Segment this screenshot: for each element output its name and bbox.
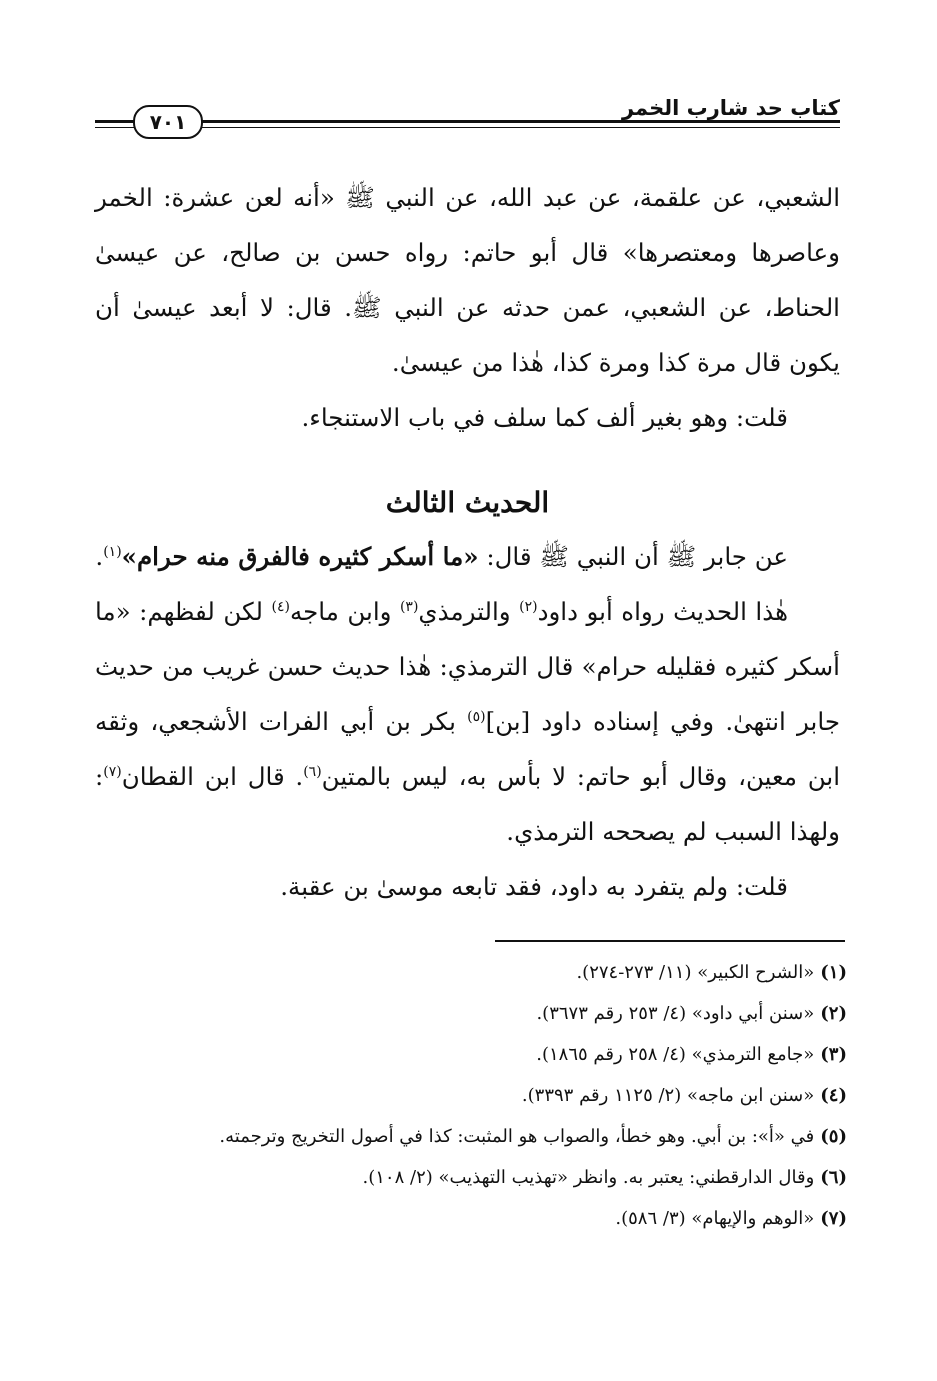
p4-s1: هٰذا الحديث رواه أبو داود [537,597,788,626]
section-heading: الحديث الثالث [385,486,550,519]
p3-end: . [95,542,104,571]
header-rule-thick [95,120,840,123]
page-header [95,96,840,144]
p4-s7: : ولهذا السبب لم يصححه الترمذي. [95,762,840,846]
footnote-ref-3[interactable]: (٣) [399,598,419,615]
footnote-number: (٢) [820,1003,847,1024]
footnote-ref-4[interactable]: (٤) [271,598,290,615]
footnote-text: «سنن أبي داود» (٤/ ٢٥٣ رقم ٣٦٧٣). [536,1003,815,1024]
p4-s4: لكن لفظهم: «ما أسكر كثيره فقليله حرام» قال الترمذي: هٰذا حديث حسن غريب من حديث جابر انتهىٰ. وفي إسناده داود [بن] [95,597,840,736]
footnote-text: وقال الدارقطني: يعتبر به. وانظر «تهذيب التهذيب» (٢/ ١٠٨). [362,1167,815,1188]
footnotes [95,952,847,1239]
main-text [95,170,840,914]
footnote-ref-5[interactable]: (٥) [467,708,486,725]
footnote-number: (٥) [820,1126,847,1147]
footnote-item [95,1075,847,1116]
p4-s6: . قال ابن القطان [121,762,304,791]
paragraph-3 [95,529,840,584]
p4-s5: بكر بن أبي الفرات الأشجعي، وثقه ابن معين، وقال أبو حاتم: لا بأس به، ليس بالمتين [95,707,840,791]
p4-s3: وابن ماجه [289,597,400,626]
p4-s2: والترمذي [418,597,520,626]
paragraph-2: قلت: وهو بغير ألف كما سلف في باب الاستنجاء. [301,403,788,432]
footnote-number: (٤) [820,1085,847,1106]
footnote-item [95,1157,847,1198]
paragraph-1: الشعبي، عن علقمة، عن عبد الله، عن النبي ﷺ «أنه لعن عشرة: الخمر وعاصرها ومعتصرها» قال أبو حاتم: رواه حسن بن صالح، عن عيسىٰ الحناط، عن الشعبي، عمن حدثه عن النبي ﷺ. قال: لا أبعد عيسىٰ أن يكون قال مرة كذا ومرة كذا، هٰذا من عيسىٰ. [95,183,840,377]
running-title: كتاب حد شارب الخمر [621,96,840,120]
footnote-item [95,952,847,993]
footnote-item [95,1034,847,1075]
p3-lead: عن جابر ﷺ أن النبي ﷺ قال: [478,542,788,571]
footnote-item [95,1198,847,1239]
footnote-ref-7[interactable]: (٧) [103,763,122,780]
paragraph-5: قلت: ولم يتفرد به داود، فقد تابعه موسىٰ بن عقبة. [280,872,788,901]
paragraph-4 [95,584,840,859]
footnote-text: «سنن ابن ماجه» (٢/ ١١٢٥ رقم ٣٣٩٣). [521,1085,815,1106]
footnote-number: (١) [820,962,847,983]
footnote-item [95,993,847,1034]
page-number: ٧٠١ [133,105,203,139]
footnote-number: (٦) [820,1167,847,1188]
footnote-number: (٣) [820,1044,847,1065]
footnote-ref-6[interactable]: (٦) [303,763,322,780]
footnote-ref-2[interactable]: (٢) [519,598,538,615]
footnote-text: «الوهم والإيهام» (٣/ ٥٨٦). [615,1208,815,1229]
p3-quote: «ما أسكر كثيره فالفرق منه حرام» [121,542,479,571]
footnote-ref-1[interactable]: (١) [103,543,122,560]
footnote-text: «جامع الترمذي» (٤/ ٢٥٨ رقم ١٨٦٥). [536,1044,815,1065]
footnote-number: (٧) [820,1208,847,1229]
footnote-separator [495,940,845,942]
footnote-text: في «أ»: بن أبي. وهو خطأ، والصواب هو المثبت: كذا في أصول التخريج وترجمته. [219,1126,815,1147]
footnote-item [95,1116,847,1157]
footnote-text: «الشرح الكبير» (١١/ ٢٧٣-٢٧٤). [576,962,815,983]
header-rule-thin [95,127,840,128]
